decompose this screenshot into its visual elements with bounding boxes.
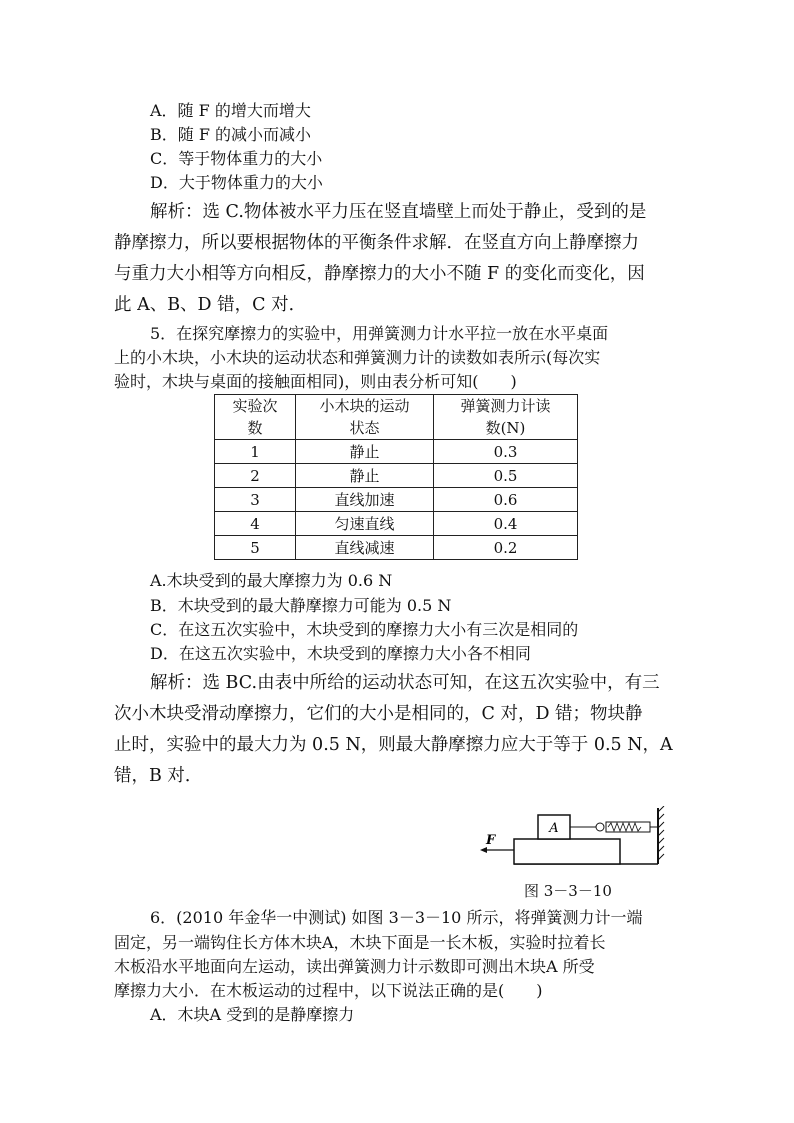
q5-option-a: A.木块受到的最大摩擦力为 0.6 N <box>150 571 393 590</box>
q5-analysis-line-2: 次小木块受滑动摩擦力，它们的大小是相同的，C 对，D 错；物块静 <box>114 704 643 724</box>
cell-reading: 0.2 <box>434 536 578 560</box>
hook-ring <box>596 823 604 831</box>
cell-reading: 0.6 <box>434 488 578 512</box>
cell-trial: 5 <box>215 536 296 560</box>
header-cell-text: 数 <box>247 419 263 437</box>
block-a-label: A <box>549 821 559 836</box>
q6-stem-line-2: 固定，另一端钩住长方体木块A，木块下面是一长木板，实验时拉着长 <box>114 933 606 952</box>
q4-analysis-line-2: 静摩擦力，所以要根据物体的平衡条件求解．在竖直方向上静摩擦力 <box>114 233 639 253</box>
header-cell-text: 数(N) <box>485 419 526 437</box>
cell-state: 静止 <box>296 440 434 464</box>
cell-state: 直线减速 <box>296 536 434 560</box>
cell-state: 直线加速 <box>296 488 434 512</box>
q5-stem-line-2: 上的小木块，小木块的运动状态和弹簧测力计的读数如表所示(每次实 <box>114 348 601 367</box>
q5-analysis-line-1: 解析：选 BC.由表中所给的运动状态可知，在这五次实验中，有三 <box>150 673 660 693</box>
table-row <box>215 464 578 488</box>
q6-stem-line-1: 6．(2010 年金华一中测试) 如图 3－3－10 所示，将弹簧测力计一端 <box>150 908 643 927</box>
q5-analysis-line-4: 错，B 对． <box>114 766 203 786</box>
header-cell-text: 小木块的运动 <box>319 397 410 415</box>
header-cell-text: 弹簧测力计读 <box>460 397 551 415</box>
q5-option-d: D．在这五次实验中，木块受到的摩擦力大小各不相同 <box>150 644 531 663</box>
cell-state: 匀速直线 <box>296 512 434 536</box>
q4-option-c: C．等于物体重力的大小 <box>150 149 323 168</box>
q4-option-a: A．随 F 的增大而增大 <box>150 101 311 120</box>
cell-reading: 0.5 <box>434 464 578 488</box>
q5-option-c: C．在这五次实验中，木块受到的摩擦力大小有三次是相同的 <box>150 620 579 639</box>
table-row <box>215 440 578 464</box>
experiment-table <box>214 394 578 560</box>
cell-trial: 3 <box>215 488 296 512</box>
header-cell-text: 实验次 <box>232 397 278 415</box>
q5-stem-line-1: 5．在探究摩擦力的实验中，用弹簧测力计水平拉一放在水平桌面 <box>150 324 609 343</box>
long-board <box>514 839 620 864</box>
q4-analysis-line-4: 此 A、B、D 错，C 对． <box>114 295 307 315</box>
figure-caption: 图 3－3－10 <box>524 882 612 900</box>
cell-reading: 0.4 <box>434 512 578 536</box>
q6-stem-line-4: 摩擦力大小．在木板运动的过程中，以下说法正确的是( ) <box>114 981 543 1000</box>
q4-analysis-line-1: 解析：选 C.物体被水平力压在竖直墙壁上而处于静止，受到的是 <box>150 202 647 222</box>
q4-option-b: B．随 F 的减小而减小 <box>150 125 312 144</box>
cell-reading: 0.3 <box>434 440 578 464</box>
cell-trial: 4 <box>215 512 296 536</box>
q6-stem-line-3: 木板沿水平地面向左运动，读出弹簧测力计示数即可测出木块A 所受 <box>114 957 595 976</box>
header-trial-number <box>215 395 296 440</box>
table-row <box>215 512 578 536</box>
table-row <box>215 488 578 512</box>
q5-analysis-line-3: 止时，实验中的最大力为 0.5 N，则最大静摩擦力应大于等于 0.5 N，A <box>114 735 673 755</box>
q6-option-a: A．木块A 受到的是静摩擦力 <box>150 1005 355 1024</box>
header-cell-text: 状态 <box>349 419 380 437</box>
q5-option-b: B．木块受到的最大静摩擦力可能为 0.5 N <box>150 596 452 615</box>
cell-trial: 2 <box>215 464 296 488</box>
q4-analysis-line-3: 与重力大小相等方向相反，静摩擦力的大小不随 F 的变化而变化，因 <box>114 264 645 284</box>
header-motion-state <box>296 395 434 440</box>
table-header-row <box>215 395 578 440</box>
table-row <box>215 536 578 560</box>
force-label: F <box>486 833 496 848</box>
cell-state: 静止 <box>296 464 434 488</box>
header-reading <box>434 395 578 440</box>
q4-option-d: D．大于物体重力的大小 <box>150 173 323 192</box>
q5-stem-line-3: 验时，木块与桌面的接触面相同)，则由表分析可知( ) <box>114 372 517 391</box>
spring-block-figure <box>478 806 668 876</box>
cell-trial: 1 <box>215 440 296 464</box>
